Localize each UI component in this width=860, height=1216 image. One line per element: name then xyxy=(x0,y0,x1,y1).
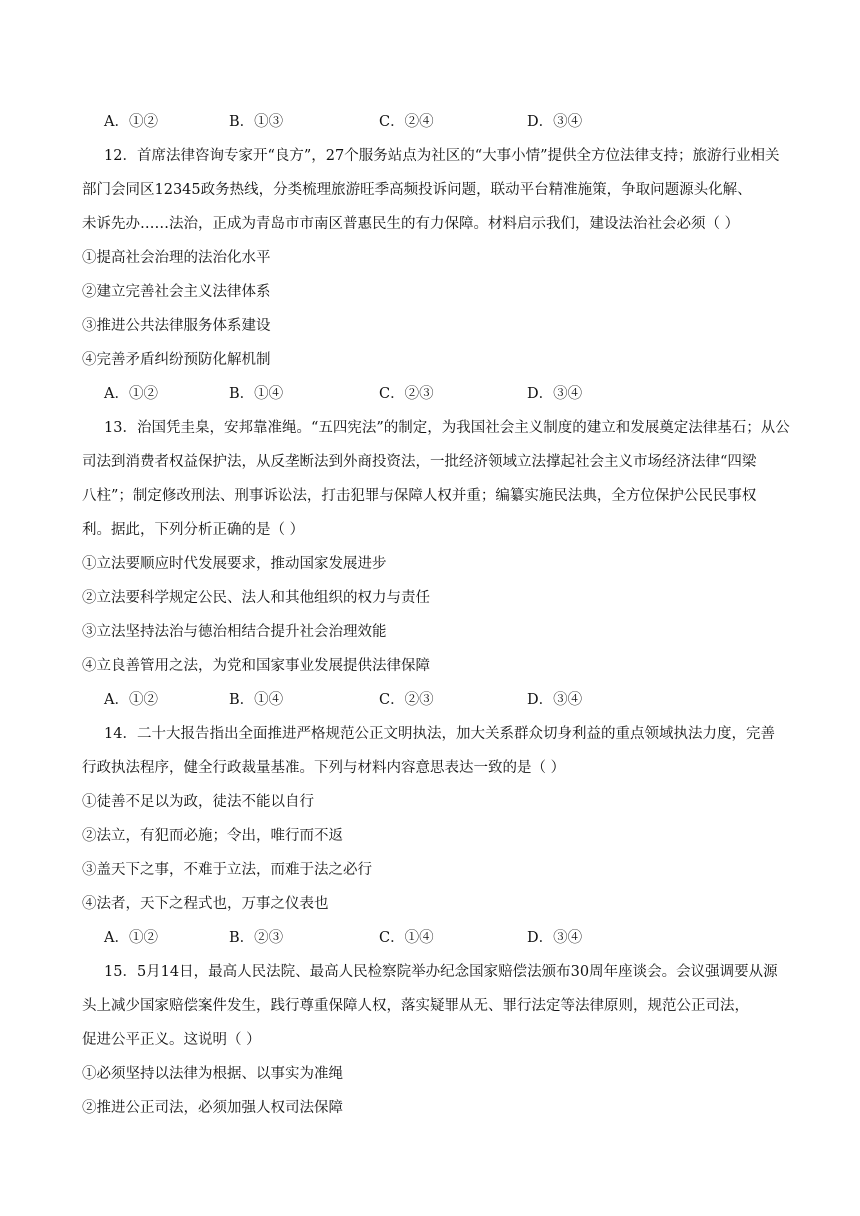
q12-stem-line-3: 未诉先办……法治，正成为青岛市市南区普惠民生的有力保障。材料启示我们，建设法治社会必须（ ） xyxy=(82,216,740,232)
q14-choice-a[interactable]: A．①② xyxy=(104,930,158,946)
q13-stem-line-3: 八柱”；制定修改刑法、刑事诉讼法，打击犯罪与保障人权并重；编纂实施民法典，全方位保护公民民事权 xyxy=(82,488,757,504)
q11-choice-a[interactable]: A．①② xyxy=(104,114,158,130)
q14-stem-line-1: 14．二十大报告指出全面推进严格规范公正文明执法，加大关系群众切身利益的重点领域执法力度，完善 xyxy=(104,726,775,742)
q14-choice-b[interactable]: B．②③ xyxy=(229,930,284,946)
q13-option-2: ②立法要科学规定公民、法人和其他组织的权力与责任 xyxy=(82,590,430,606)
q13-stem-line-1: 13．治国凭圭臬，安邦靠准绳。“五四宪法”的制定，为我国社会主义制度的建立和发展奠定法律基石；从公 xyxy=(104,420,790,436)
q12-option-1: ①提高社会治理的法治化水平 xyxy=(82,250,271,266)
q13-choice-d[interactable]: D．③④ xyxy=(527,692,583,708)
q13-choice-c[interactable]: C．②③ xyxy=(379,692,434,708)
q14-choice-d[interactable]: D．③④ xyxy=(527,930,583,946)
q13-stem-line-2: 司法到消费者权益保护法，从反垄断法到外商投资法，一批经济领域立法撑起社会主义市场经济法律“四梁 xyxy=(82,454,757,470)
q12-stem-line-2: 部门会同区12345政务热线，分类梳理旅游旺季高频投诉问题，联动平台精准施策，争取问题源头化解、 xyxy=(82,182,752,198)
q13-option-3: ③立法坚持法治与德治相结合提升社会治理效能 xyxy=(82,624,387,640)
q14-option-1: ①徒善不足以为政，徒法不能以自行 xyxy=(82,794,314,810)
q12-choice-d[interactable]: D．③④ xyxy=(527,386,583,402)
q12-option-2: ②建立完善社会主义法律体系 xyxy=(82,284,271,300)
q14-choice-c[interactable]: C．①④ xyxy=(379,930,434,946)
q13-option-4: ④立良善管用之法，为党和国家事业发展提供法律保障 xyxy=(82,658,430,674)
q12-option-4: ④完善矛盾纠纷预防化解机制 xyxy=(82,352,271,368)
q13-option-1: ①立法要顺应时代发展要求，推动国家发展进步 xyxy=(82,556,387,572)
q12-option-3: ③推进公共法律服务体系建设 xyxy=(82,318,271,334)
q13-choice-b[interactable]: B．①④ xyxy=(229,692,284,708)
q15-stem-line-3: 促进公平正义。这说明（ ） xyxy=(82,1032,261,1048)
q15-stem-line-1: 15．5月14日，最高人民法院、最高人民检察院举办纪念国家赔偿法颁布30周年座谈会。会议强调要从源 xyxy=(104,964,778,980)
q13-choice-a[interactable]: A．①② xyxy=(104,692,158,708)
q11-choice-d[interactable]: D．③④ xyxy=(527,114,583,130)
q12-choice-c[interactable]: C．②③ xyxy=(379,386,434,402)
q12-choice-b[interactable]: B．①④ xyxy=(229,386,284,402)
q13-stem-line-4: 利。据此，下列分析正确的是（ ） xyxy=(82,522,305,538)
q11-choice-b[interactable]: B．①③ xyxy=(229,114,284,130)
q15-option-2: ②推进公正司法，必须加强人权司法保障 xyxy=(82,1100,343,1116)
q14-option-4: ④法者，天下之程式也，万事之仪表也 xyxy=(82,896,329,912)
q12-choice-a[interactable]: A．①② xyxy=(104,386,158,402)
q14-option-3: ③盖天下之事，不难于立法，而难于法之必行 xyxy=(82,862,372,878)
q14-option-2: ②法立，有犯而必施；令出，唯行而不返 xyxy=(82,828,343,844)
q12-stem-line-1: 12．首席法律咨询专家开“良方”，27个服务站点为社区的“大事小情”提供全方位法律支持；旅游行业相关 xyxy=(104,148,780,164)
q14-stem-line-2: 行政执法程序，健全行政裁量基准。下列与材料内容意思表达一致的是（ ） xyxy=(82,760,566,776)
q15-stem-line-2: 头上减少国家赔偿案件发生，践行尊重保障人权，落实疑罪从无、罪行法定等法律原则，规范公正司法， xyxy=(82,998,749,1014)
q15-option-1: ①必须坚持以法律为根据、以事实为准绳 xyxy=(82,1066,343,1082)
q11-choice-c[interactable]: C．②④ xyxy=(379,114,434,130)
